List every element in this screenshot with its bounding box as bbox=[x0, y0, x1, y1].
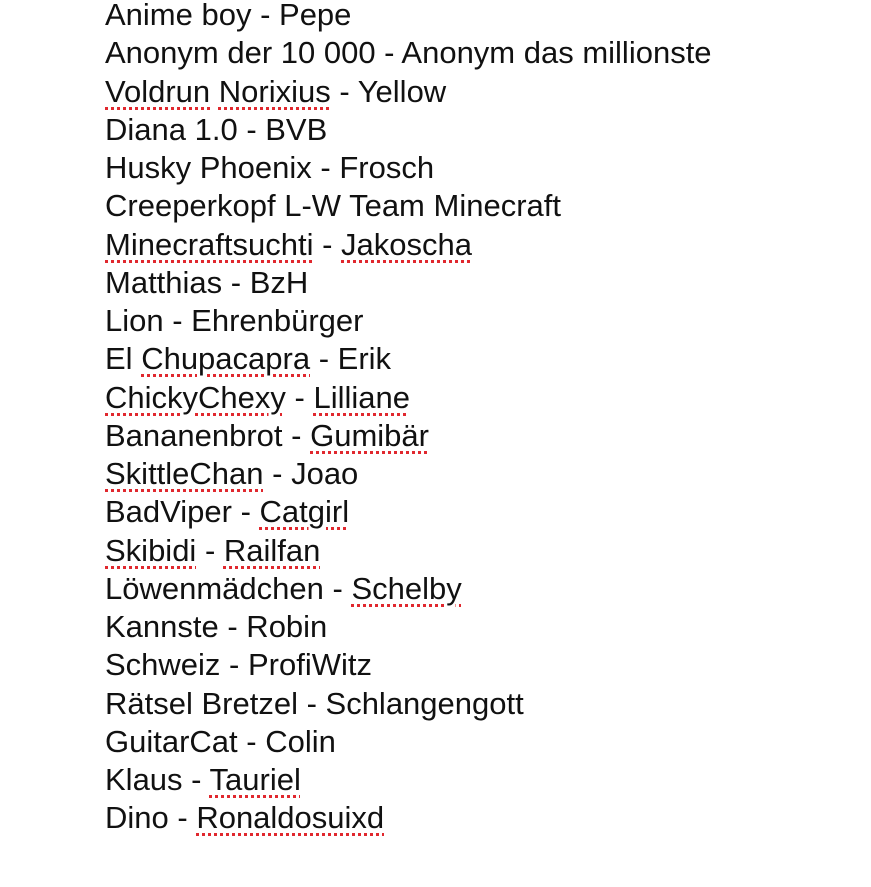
text-line[interactable] bbox=[105, 455, 865, 493]
text-line[interactable] bbox=[105, 0, 865, 34]
misspelled-word: Norixius bbox=[218, 73, 331, 109]
text-line[interactable] bbox=[105, 34, 865, 72]
misspelled-word: Voldrun bbox=[105, 73, 211, 109]
text-line[interactable] bbox=[105, 646, 865, 684]
text-line[interactable] bbox=[105, 685, 865, 723]
text-segment: Dino - bbox=[105, 800, 197, 836]
text-line[interactable] bbox=[105, 570, 865, 608]
text-line[interactable] bbox=[105, 417, 865, 455]
text-segment: - bbox=[313, 226, 342, 262]
text-segment: El bbox=[105, 341, 142, 377]
text-line[interactable] bbox=[105, 340, 865, 378]
text-segment bbox=[210, 74, 219, 109]
text-line[interactable] bbox=[105, 532, 865, 570]
text-line[interactable] bbox=[105, 302, 865, 340]
text-segment: - Yellow bbox=[330, 73, 447, 109]
text-line[interactable] bbox=[105, 264, 865, 302]
text-line[interactable] bbox=[105, 111, 865, 149]
text-segment: Husky Phoenix - Frosch bbox=[105, 150, 435, 185]
misspelled-word: Jakoscha bbox=[341, 226, 472, 262]
misspelled-word: Gumibär bbox=[310, 417, 429, 453]
text-segment: Bananenbrot - bbox=[105, 417, 311, 453]
text-segment: - bbox=[196, 532, 224, 568]
text-segment: BadViper - bbox=[105, 494, 260, 530]
misspelled-word: Chupacapra bbox=[141, 341, 311, 377]
text-segment: Kannste - Robin bbox=[105, 609, 328, 644]
text-line[interactable] bbox=[105, 73, 865, 111]
misspelled-word: Schelby bbox=[351, 570, 462, 606]
misspelled-word: Skibidi bbox=[105, 532, 197, 568]
misspelled-word: Railfan bbox=[223, 532, 321, 568]
text-line[interactable] bbox=[105, 493, 865, 531]
text-line[interactable] bbox=[105, 723, 865, 761]
text-segment: Lion - Ehrenbürger bbox=[105, 303, 364, 338]
text-line[interactable] bbox=[105, 799, 865, 837]
text-segment: Diana 1.0 - BVB bbox=[105, 111, 328, 147]
text-segment: Schweiz - ProfiWitz bbox=[105, 647, 372, 683]
text-line[interactable] bbox=[105, 149, 865, 187]
text-segment: Creeperkopf L-W Team Minecraft bbox=[105, 188, 561, 224]
document-body bbox=[105, 0, 865, 838]
misspelled-word: SkittleChan bbox=[105, 456, 264, 491]
misspelled-word: ChickyChexy bbox=[105, 379, 286, 415]
misspelled-word: Lilliane bbox=[313, 379, 410, 415]
text-segment: Matthias - BzH bbox=[105, 264, 309, 300]
misspelled-word: Catgirl bbox=[259, 494, 350, 530]
text-segment: - bbox=[285, 379, 314, 415]
text-segment: Löwenmädchen - bbox=[105, 570, 352, 606]
text-segment: - Erik bbox=[310, 341, 392, 377]
misspelled-word: Tauriel bbox=[209, 762, 301, 797]
text-segment: Klaus - bbox=[105, 762, 210, 797]
text-line[interactable] bbox=[105, 226, 865, 264]
text-segment: Rätsel Bretzel - Schlangengott bbox=[105, 685, 524, 721]
text-line[interactable] bbox=[105, 187, 865, 225]
text-line[interactable] bbox=[105, 608, 865, 646]
text-segment: GuitarCat - Colin bbox=[105, 723, 336, 759]
text-segment: Anonym der 10 000 - Anonym das millionste bbox=[105, 35, 712, 71]
misspelled-word: Minecraftsuchti bbox=[105, 226, 314, 262]
text-line[interactable] bbox=[105, 761, 865, 799]
misspelled-word: Ronaldosuixd bbox=[196, 800, 385, 836]
text-segment: Anime boy - Pepe bbox=[105, 0, 352, 32]
text-segment: - Joao bbox=[263, 456, 359, 491]
text-line[interactable] bbox=[105, 379, 865, 417]
